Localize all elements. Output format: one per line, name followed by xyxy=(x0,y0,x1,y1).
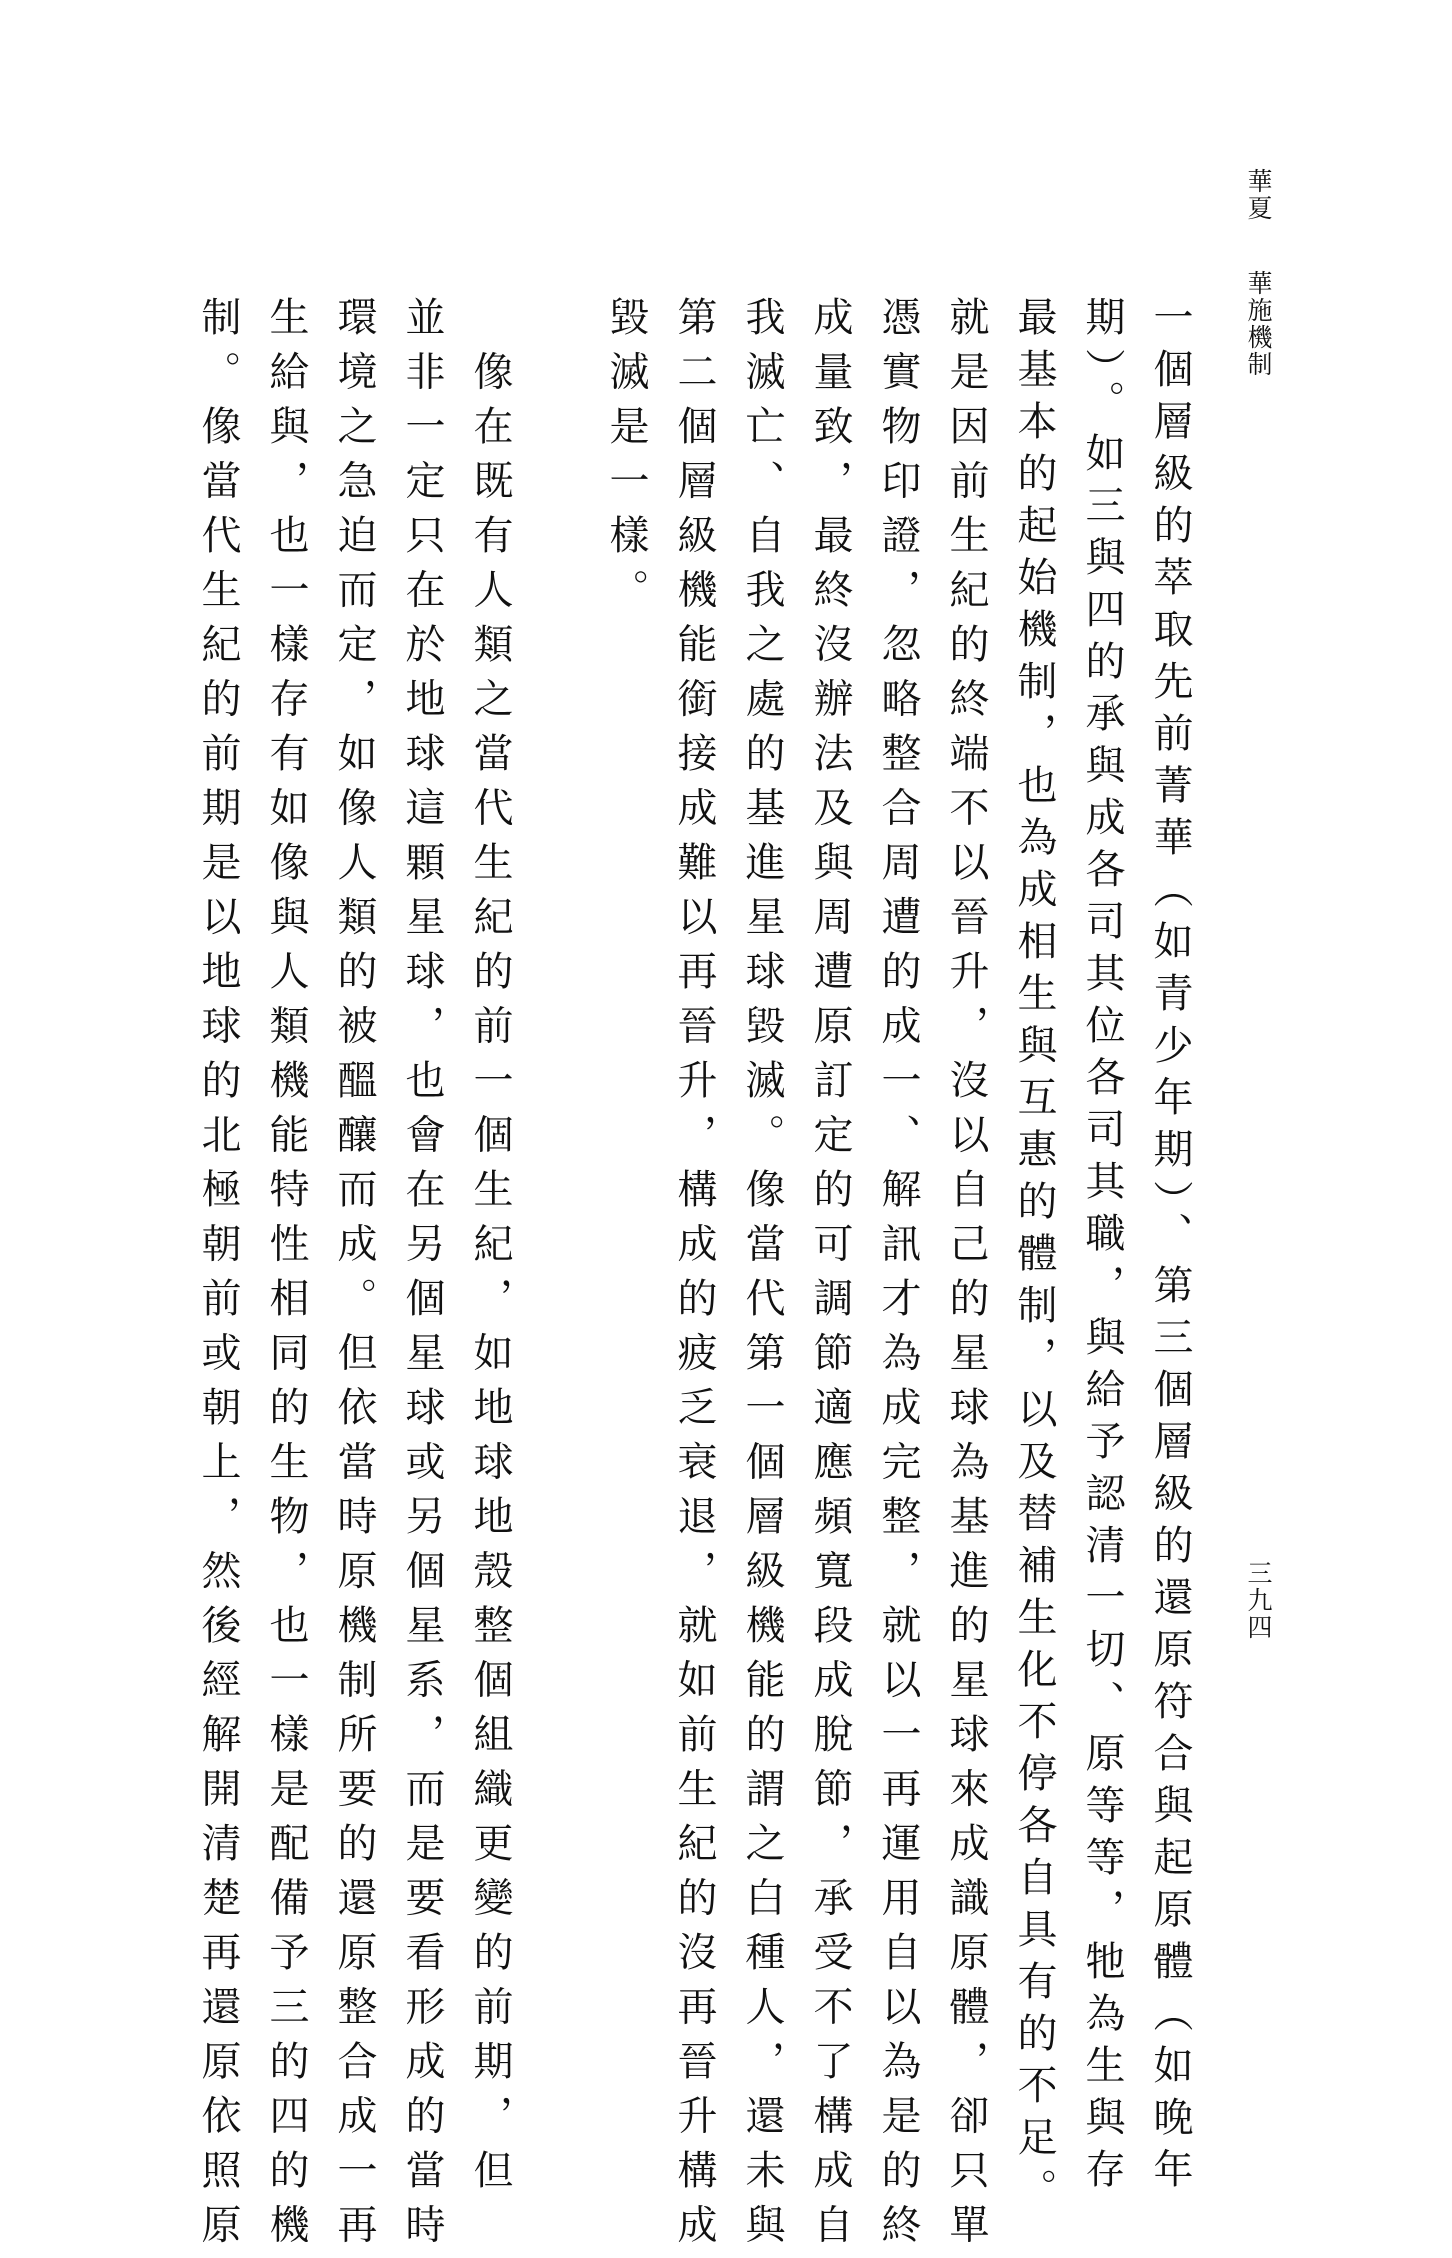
page-number: 三九四 xyxy=(1244,1560,1273,1641)
text-line: 毀滅是一樣。 xyxy=(603,296,649,623)
text-line: 成量致，最終沒辦法及與周遭原訂定的可調節適應頻寬段成脫節，承受不了構成自 xyxy=(807,296,853,2258)
text-line: 環境之急迫而定，如像人類的被醞釀而成。但依當時原機制所要的還原整合成一再 xyxy=(331,296,377,2258)
text-line: 第二個層級機能銜接成難以再晉升，構成的疲乏衰退，就如前生紀的沒再晉升構成 xyxy=(671,296,717,2258)
running-header-book-title: 華夏 xyxy=(1244,168,1273,222)
text-line: 憑實物印證，忽略整合周遭的成一、解訊才為成完整，就以一再運用自以為是的終 xyxy=(875,296,921,2258)
text-line: 一個層級的萃取先前菁華（如青少年期）、第三個層級的還原符合與起原體（如晚年 xyxy=(1147,296,1193,2200)
text-line: 期）。如三與四的承與成各司其位各司其職，與給予認清一切、原等等，牠為生與存 xyxy=(1079,296,1125,2200)
text-line: 並非一定只在於地球這顆星球，也會在另個星球或另個星系，而是要看形成的當時 xyxy=(399,296,445,2258)
text-line: 我滅亡、自我之處的基進星球毀滅。像當代第一個層級機能的謂之白種人，還未與 xyxy=(739,296,785,2258)
text-line: 最基本的起始機制，也為成相生與互惠的體制，以及替補生化不停各自具有的不足。 xyxy=(1011,296,1057,2220)
text-line: 像在既有人類之當代生紀的前一個生紀，如地球地殼整個組織更變的前期，但 xyxy=(467,296,513,2204)
text-line: 就是因前生紀的終端不以晉升，沒以自己的星球為基進的星球來成識原體，卻只單 xyxy=(943,296,989,2258)
running-header-chapter-title: 華施機制 xyxy=(1244,270,1273,378)
text-line: 制。像當代生紀的前期是以地球的北極朝前或朝上，然後經解開清楚再還原依照原 xyxy=(195,296,241,2258)
text-line: 生給與，也一樣存有如像與人類機能特性相同的生物，也一樣是配備予三的四的機 xyxy=(263,296,309,2258)
